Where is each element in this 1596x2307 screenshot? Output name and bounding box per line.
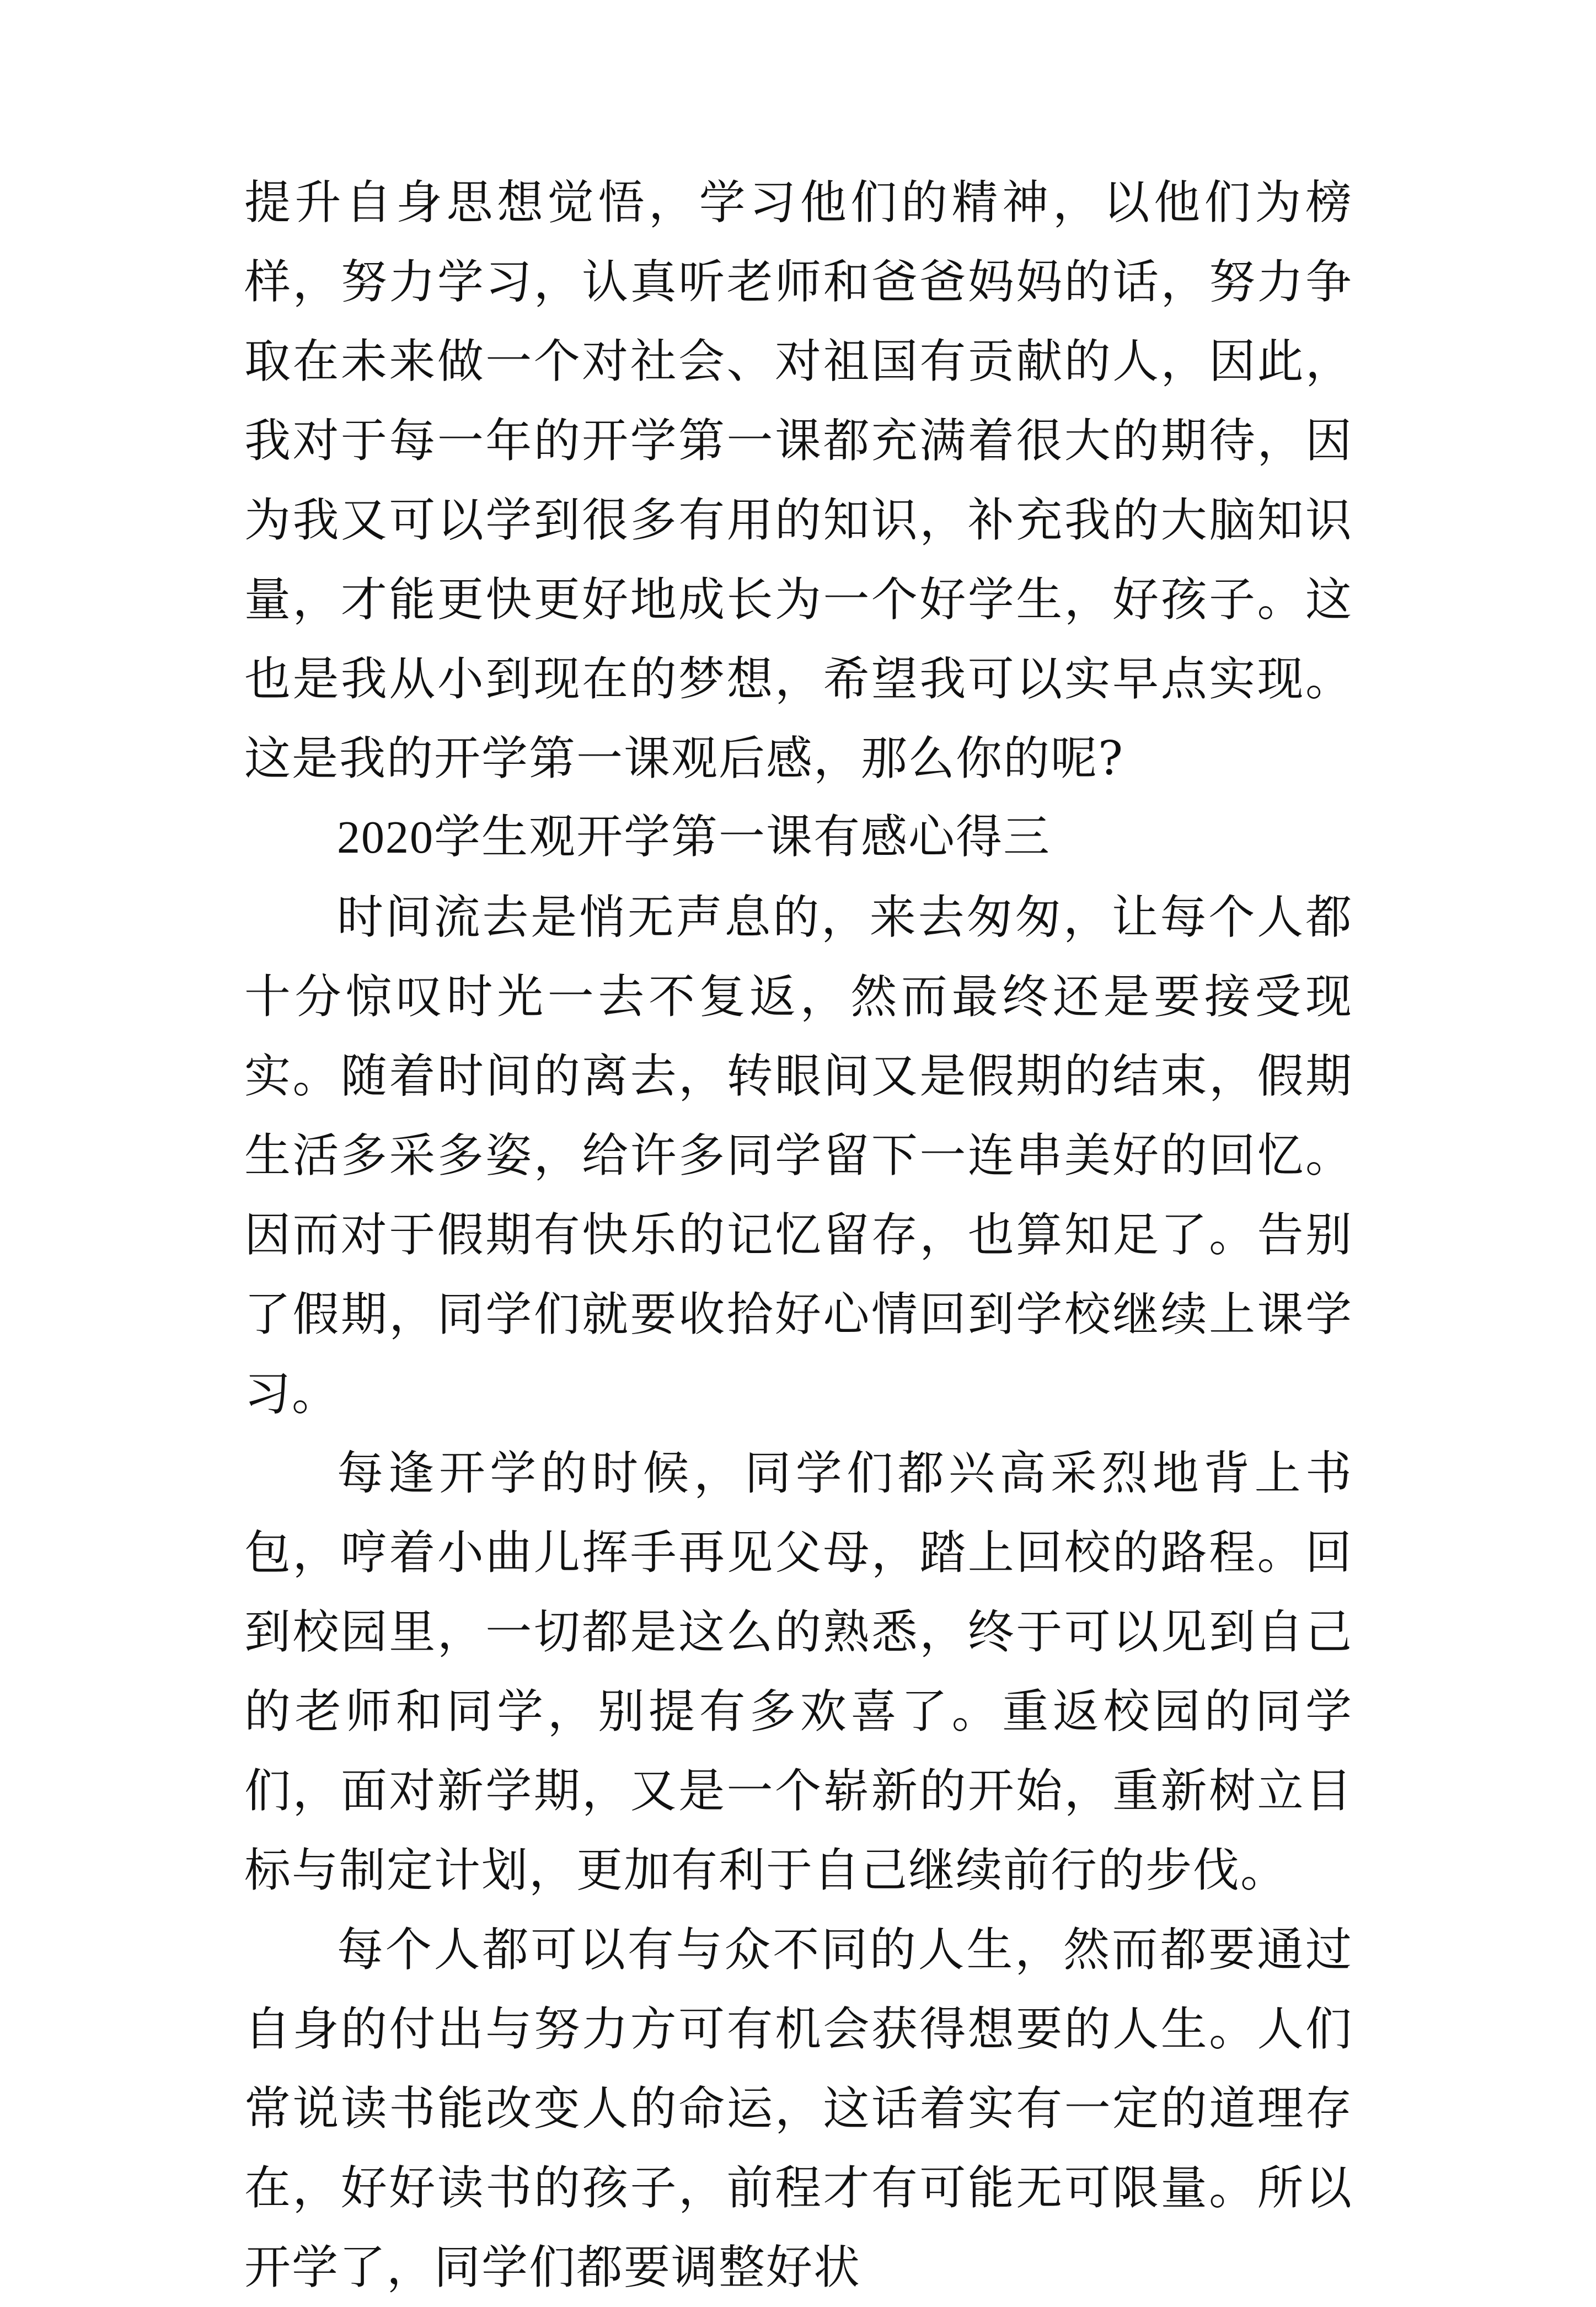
paragraph-time-passing: 时间流去是悄无声息的，来去匆匆，让每个人都十分惊叹时光一去不复返，然而最终还是要接受现实。随着时间的离去，转眼间又是假期的结束，假期生活多采多姿，给许多同学留下一连串美好的回忆。因而对于假期有快乐的记忆留存，也算知足了。告别了假期，同学们就要收拾好心情回到学校继续上课学习。 [244, 890, 1353, 1421]
paragraph-different-lives: 每个人都可以有与众不同的人生，然而都要通过自身的付出与努力方可有机会获得想要的人生。人们常说读书能改变人的命运，这话着实有一定的道理存在，好好读书的孩子，前程才有可能无可限量。所以开学了，同学们都要调整好状 [244, 1923, 1353, 2294]
paragraph-continuation: 提升自身思想觉悟，学习他们的精神，以他们为榜样，努力学习，认真听老师和爸爸妈妈的话，努力争取在未来做一个对社会、对祖国有贡献的人，因此，我对于每一年的开学第一课都充满着很大的期待，因为我又可以学到很多有用的知识，补充我的大脑知识量，才能更快更好地成长为一个好学生，好孩子。这也是我从小到现在的梦想，希望我可以实早点实现。这是我的开学第一课观后感，那么你的呢? [244, 175, 1353, 785]
paragraph-back-to-school: 每逢开学的时候，同学们都兴高采烈地背上书包，哼着小曲儿挥手再见父母，踏上回校的路程。回到校园里，一切都是这么的熟悉，终于可以见到自己的老师和同学，别提有多欢喜了。重返校园的同学们，面对新学期，又是一个崭新的开始，重新树立目标与制定计划，更加有利于自己继续前行的步伐。 [244, 1446, 1353, 1897]
document-body [244, 163, 1353, 2307]
section-heading: 2020学生观开学第一课有感心得三 [337, 812, 1051, 863]
